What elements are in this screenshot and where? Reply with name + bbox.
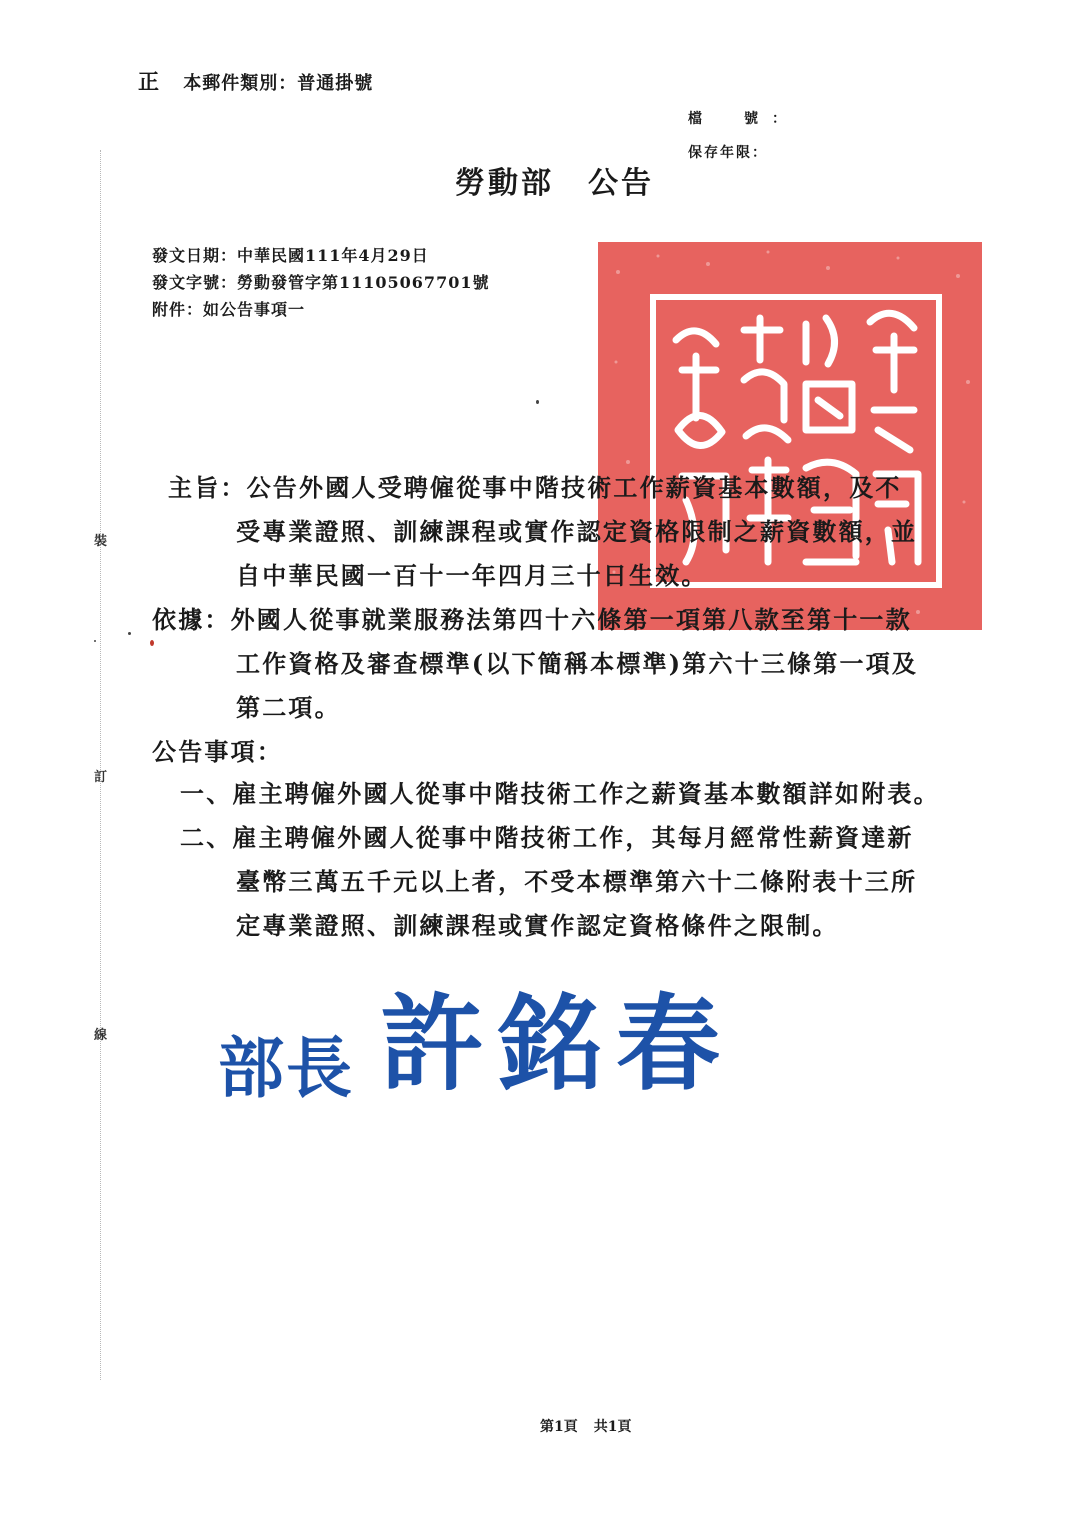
notice-heading: 公告事項： — [152, 737, 283, 766]
page-total: 共1頁 — [593, 1419, 632, 1435]
binding-char-ding: 訂 — [94, 770, 108, 785]
retention-label: 保存年限： — [688, 145, 768, 161]
basis-line-2: 工作資格及審查標準(以下簡稱本標準)第六十三條第一項及 — [236, 649, 919, 678]
issue-attachment: 附件：如公告事項一 — [152, 300, 306, 319]
page-number: 第1頁 — [540, 1419, 578, 1435]
copy-mark: 正 — [138, 69, 160, 94]
issue-meta — [152, 242, 489, 323]
page-footer — [540, 1416, 632, 1436]
minister-signature — [218, 960, 734, 1110]
signature-name: 許銘春 — [380, 983, 735, 1105]
issue-date: 發文日期：中華民國111年4月29日 — [152, 246, 429, 265]
notice-item-1: 一、雇主聘僱外國人從事中階技術工作之薪資基本數額詳如附表。 — [180, 779, 940, 808]
subject-line-3: 自中華民國一百十一年四月三十日生效。 — [236, 561, 708, 590]
binding-dotted-line — [100, 150, 101, 1380]
signature-title: 部長 — [218, 1030, 354, 1107]
issue-ref-number: 發文字號：勞動發管字第11105067701號 — [152, 273, 490, 292]
scan-speck — [128, 632, 131, 635]
scan-speck — [536, 400, 539, 404]
mail-header — [138, 66, 373, 96]
file-number-label: 檔 號： — [688, 111, 800, 127]
subject-line-1: 主旨：公告外國人受聘僱從事中階技術工作薪資基本數額，及不 — [168, 473, 902, 502]
basis-line-3: 第二項。 — [236, 693, 341, 722]
binding-char-xian: 線 — [94, 1028, 108, 1043]
notice-item-2-line-3: 定專業證照、訓練課程或實作認定資格條件之限制。 — [236, 911, 839, 940]
scan-speck — [94, 640, 96, 642]
basis-line-1: 依據：外國人從事就業服務法第四十六條第一項第八款至第十一款 — [152, 605, 912, 634]
document-type: 公告 — [588, 166, 654, 201]
subject-line-2: 受專業證照、訓練課程或實作認定資格限制之薪資數額，並 — [236, 517, 918, 546]
scan-speck — [150, 640, 154, 646]
agency-name: 勞動部 — [455, 166, 554, 201]
notice-item-2-line-2: 臺幣三萬五千元以上者，不受本標準第六十二條附表十三所 — [236, 867, 918, 896]
file-meta — [688, 102, 800, 170]
notice-item-2-line-1: 二、雇主聘僱外國人從事中階技術工作，其每月經常性薪資達新 — [180, 823, 914, 852]
binding-char-zhuang: 裝 — [94, 534, 108, 549]
mail-category: 本郵件類別：普通掛號 — [183, 73, 374, 94]
document-title — [455, 158, 654, 202]
